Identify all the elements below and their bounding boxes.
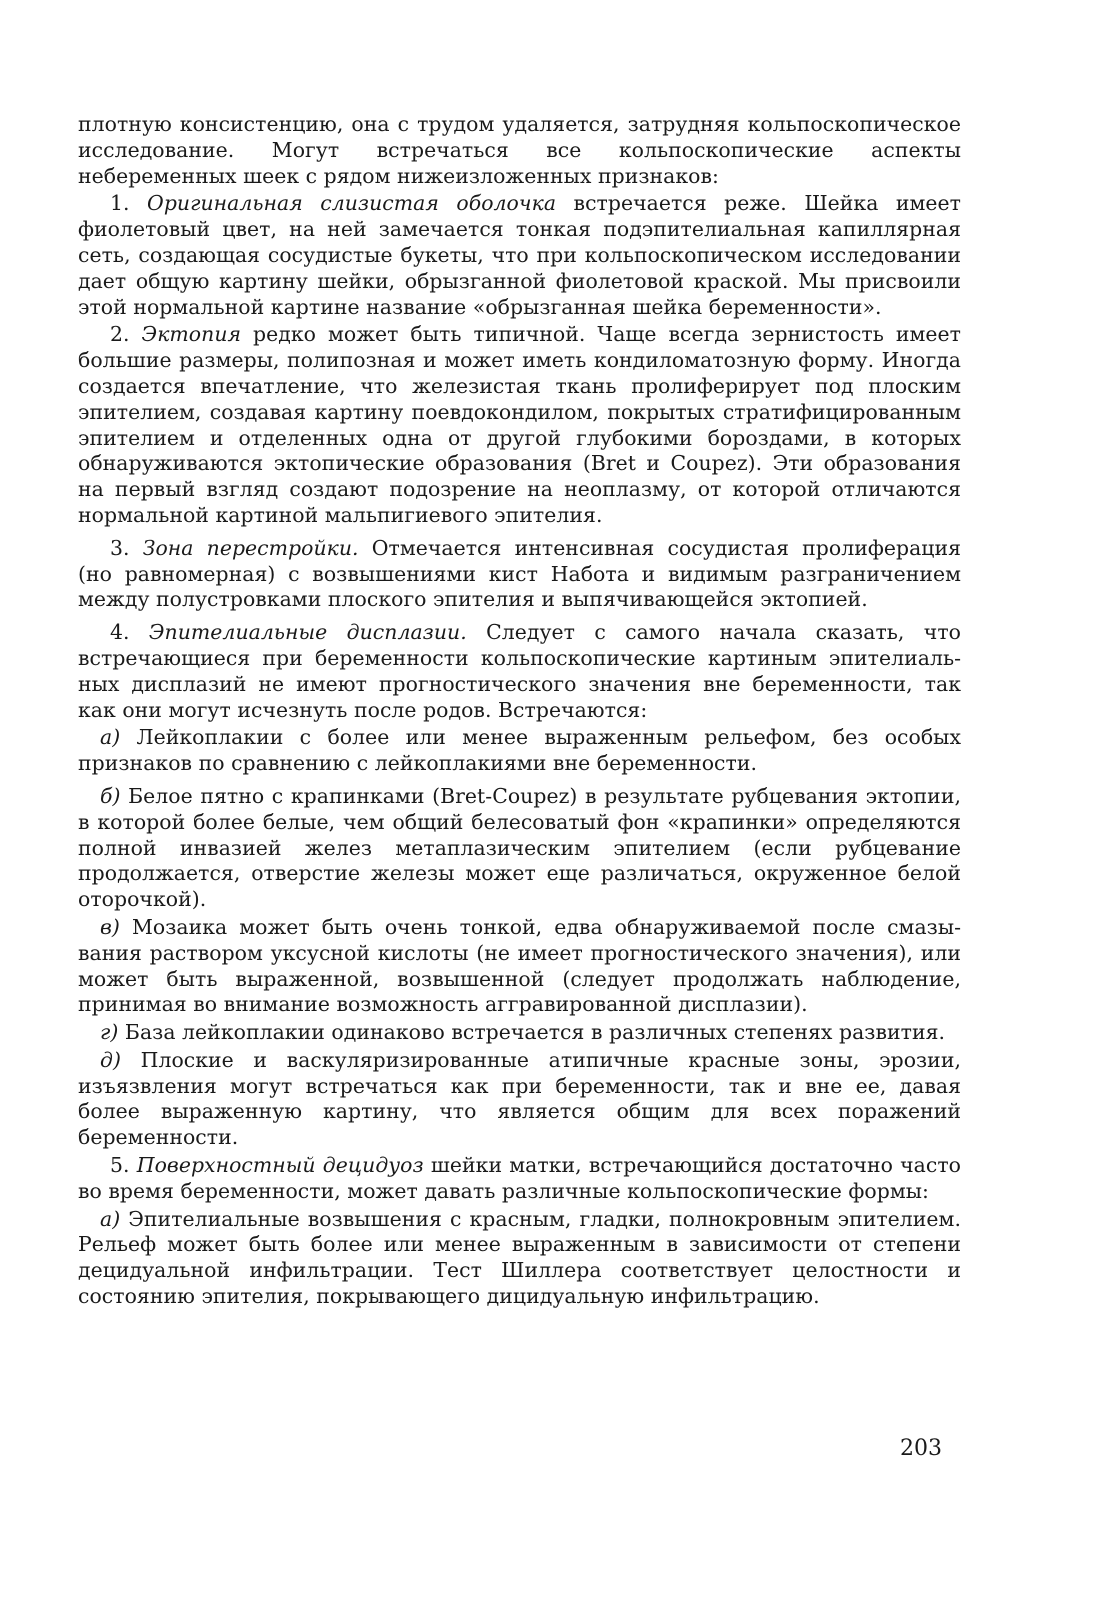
paragraph-text: Плоские и васкуляризированные атипичные красные зоны, эрозии, изъязвления могут встречаться как при беременности, так и вне ее, давая более выраженную картину, что является общим для всех поражений беременности. (78, 1047, 961, 1150)
item-heading: Поверхностный децидуоз (136, 1153, 424, 1178)
paragraph-text: База лейкоплакии одинаково встречается в различных степенях развития. (118, 1020, 946, 1045)
item-heading: Оригинальная слизистая оболочка (147, 191, 557, 216)
paragraph-item-5 (78, 1153, 961, 1205)
paragraph-text: Отмечается интенсивная сосудистая пролиферация (но равномерная) с возвышениями кист Набота и видимым разграничением между полустровками плоского эпителия и выпячивающейся эктопией. (78, 535, 962, 612)
paragraph-subitem-v (78, 915, 961, 1018)
paragraph-item-2 (78, 322, 961, 528)
item-heading: Зона перестройки. (142, 535, 359, 560)
paragraph-text: встречается реже. Шейка имеет фиолетовый цвет, на ней замечается тонкая подэпителиальная капиллярная сеть, создающая сосудистые букеты, что при кольпоскопическом исследовании дает общую картину шейки, обрызганной фиолетовой краской. Мы присвоили этой нормальной картине название «обрызганная шейка беременности». (78, 191, 961, 319)
subitem-letter: г) (100, 1020, 119, 1045)
paragraph-text: Следует с самого начала сказать, что встречающиеся при беременности кольпоскопические картиным эпителиальных дисплазий не имеют прогностического значения вне беременности, так как они могут исчезнуть после родов. Встречаются: (78, 620, 961, 722)
paragraph-text: шейки матки, встречающийся достаточно часто во время беременности, может давать различные кольпоскопические формы: (78, 1153, 961, 1203)
paragraph-text: плотную консистенцию, она с трудом удаляется, затрудняя кольпоскопическое исследование. Могут встречаться все кольпоскопические аспекты небеременных шеек с рядом нижеизложенных признаков: (78, 112, 961, 188)
page-number: 203 (900, 1436, 942, 1461)
paragraph-item-1 (78, 191, 961, 320)
paragraph-subitem-g (78, 1020, 961, 1046)
paragraph-item-4 (78, 620, 961, 723)
item-number: 1. (110, 191, 148, 216)
paragraph-text: Мозаика может быть очень тонкой, едва обнаруживаемой после смазывания раствором уксусной кислоты (не имеет прогностического значения), или может быть выраженной, возвышенной (следует продолжать наблюдение, принимая во внимание возможность аггравированной дисплазии). (78, 914, 961, 1017)
paragraph-text: Эпителиальные возвышения с красным, гладки, полнокровным эпителием. Рельеф может быть более или менее выраженным в зависимости от степени децидуальной инфильтрации. Тест Шиллера соответствует целостности и состоянию эпителия, покрывающего дицидуальную инфильтрацию. (78, 1206, 961, 1309)
paragraph-text: Белое пятно с крапинками (Bret-Coupez) в результате рубцевания эктопии, в которой более белые, чем общий белесоватый фон «крапинки» определяются полной инвазией желез метаплазическим эпителием (если рубцевание продолжается, отверстие железы может еще различаться, окруженное белой оторочкой). (78, 783, 961, 912)
paragraph-text: редко может быть типичной. Чаще всегда зернистость имеет большие размеры, полипозная и может иметь кондиломатозную форму. Иногда создается впечатление, что железистая ткань пролиферирует под плоским эпителием, создавая картину поевдокондилом, покрытых стратифицированным эпителием и отделенных одна от другой глубокими бороздами, в которых обнаруживаются эктопические образования (Bret и Coupez). Эти образования на первый взгляд создают подозрение на неоплазму, от которой отличаются нормальной картиной мальпигиевого эпителия. (78, 322, 961, 527)
paragraph-item-3 (78, 536, 961, 613)
paragraph-text: Лейкоплакии с более или менее выраженным рельефом, без особых признаков по сравнению с лейкоплакиями вне беременности. (78, 725, 961, 776)
item-number: 4. (110, 620, 149, 645)
page-body (78, 112, 961, 1310)
paragraph-subitem-a (78, 725, 961, 777)
subitem-letter: в) (100, 914, 120, 939)
subitem-letter: а) (100, 1206, 121, 1231)
paragraph-intro (78, 112, 961, 189)
paragraph-subitem-b (78, 784, 961, 913)
subitem-letter: б) (100, 783, 121, 808)
item-number: 5. (110, 1153, 137, 1178)
item-number: 3. (110, 535, 143, 560)
subitem-letter: а) (100, 725, 121, 750)
item-heading: Эпителиальные дисплазии. (148, 620, 467, 645)
paragraph-subitem-d (78, 1048, 961, 1151)
paragraph-subitem-a2 (78, 1207, 961, 1310)
subitem-letter: д) (100, 1047, 121, 1072)
item-heading: Эктопия (141, 322, 242, 347)
item-number: 2. (110, 322, 142, 347)
